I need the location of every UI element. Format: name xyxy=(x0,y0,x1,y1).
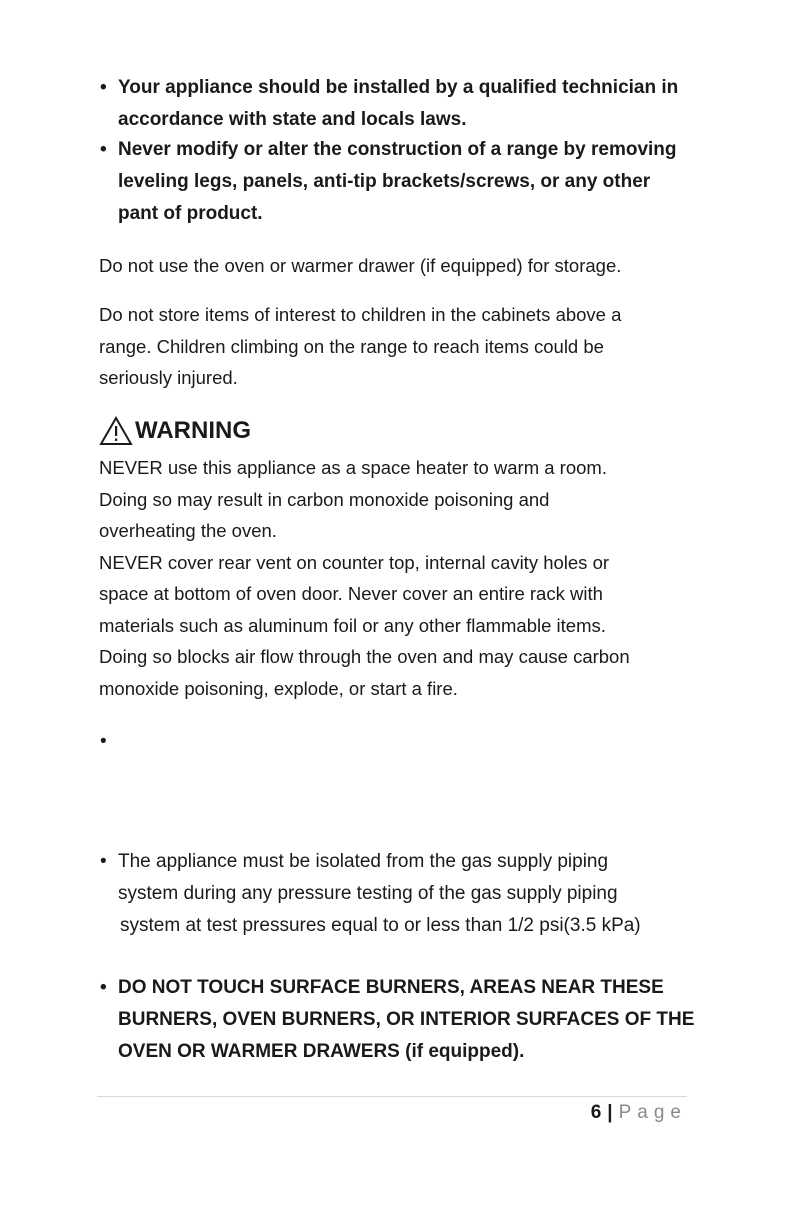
storage-paragraph: Do not use the oven or warmer drawer (if equipped) for storage. xyxy=(99,255,622,276)
bullet-dot: • xyxy=(100,977,107,998)
bullet-line: system during any pressure testing of the gas supply piping xyxy=(118,883,618,904)
page-footer xyxy=(591,1098,687,1128)
bullet-dot: • xyxy=(100,77,107,98)
page-label: Page xyxy=(618,1102,687,1123)
warning-line: Doing so blocks air flow through the oven and may cause carbon xyxy=(99,646,630,667)
warning-heading xyxy=(99,413,251,449)
warning-triangle-icon xyxy=(99,416,133,446)
warning-text xyxy=(99,452,699,704)
bullet-line: leveling legs, panels, anti-tip brackets/screws, or any other xyxy=(118,171,651,192)
bullet-line: BURNERS, OVEN BURNERS, OR INTERIOR SURFACES OF THE xyxy=(118,1009,695,1030)
warning-line: NEVER cover rear vent on counter top, internal cavity holes or xyxy=(99,551,610,573)
footer-divider xyxy=(97,1096,687,1097)
paragraph-line: seriously injured. xyxy=(99,367,238,388)
warning-line: materials such as aluminum foil or any other flammable items. xyxy=(99,614,606,636)
bullet-line: accordance with state and locals laws. xyxy=(118,109,467,130)
bullet-line: OVEN OR WARMER DRAWERS (if equipped). xyxy=(118,1041,525,1062)
warning-line: space at bottom of oven door. Never cover an entire rack with xyxy=(99,583,603,604)
bullet-dot: • xyxy=(100,139,107,160)
warning-line: overheating the oven. xyxy=(99,520,277,541)
bullet-line: Your appliance should be installed by a qualified technician in xyxy=(118,77,679,98)
bullet-line: DO NOT TOUCH SURFACE BURNERS, AREAS NEAR THESE xyxy=(118,977,664,998)
warning-line: monoxide poisoning, explode, or start a fire. xyxy=(99,677,458,699)
warning-title: WARNING xyxy=(135,417,251,444)
bullet-line: The appliance must be isolated from the gas supply piping xyxy=(118,851,609,872)
warning-line: Doing so may result in carbon monoxide poisoning and xyxy=(99,488,550,510)
children-paragraph xyxy=(99,299,699,394)
paragraph-line: Do not store items of interest to children in the cabinets above a xyxy=(99,304,622,325)
footer-separator: | xyxy=(607,1102,613,1123)
paragraph-line: range. Children climbing on the range to reach items could be xyxy=(99,335,604,357)
page-number: 6 xyxy=(590,1102,602,1123)
bullet-line: Never modify or alter the construction of a range by removing xyxy=(118,139,677,160)
warning-line: NEVER use this appliance as a space heater to warm a room. xyxy=(99,457,607,478)
bullet-dot: • xyxy=(100,851,107,872)
bullet-dot: • xyxy=(100,731,107,752)
bullet-line: system at test pressures equal to or less than 1/2 psi(3.5 kPa) xyxy=(120,915,641,936)
bullet-line: pant of product. xyxy=(118,203,263,224)
